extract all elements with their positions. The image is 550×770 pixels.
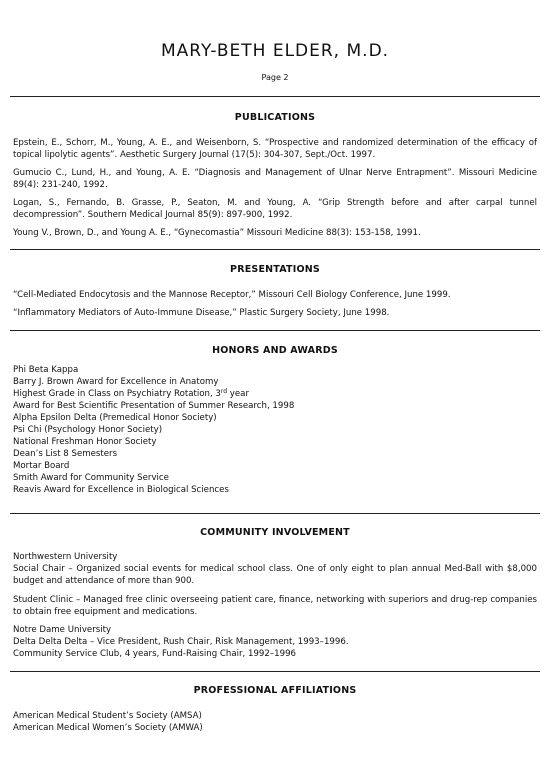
divider [10,96,540,97]
community-item: Delta Delta Delta – Vice President, Rush Chair, Risk Management, 1993–1996. [13,637,349,647]
community-heading: COMMUNITY INVOLVEMENT [200,527,350,538]
divider [10,671,540,672]
publication-item: Epstein, E., Schorr, M., Young, A. E., and Weisenborn, S. “Prospective and randomized determination of the efficacy of topical lipolytic agents”. Aesthetic Surgery Journal (17(5): 304-307, Sept./Oct. 1997. [13,138,537,160]
divider [10,513,540,514]
honors-heading: HONORS AND AWARDS [212,345,338,356]
honor-item [13,388,537,400]
honor-item: Psi Chi (Psychology Honor Society) [13,425,163,435]
honors-list [13,364,537,496]
honor-item: Reavis Award for Excellence in Biological Sciences [13,485,229,495]
honor-text: Highest Grade in Class on Psychiatry Rotation, 3 [13,389,221,399]
presentation-item: “Inflammatory Mediators of Auto-Immune Disease,” Plastic Surgery Society, June 1998. [13,308,390,318]
candidate-name: MARY-BETH ELDER, M.D. [160,41,390,61]
honor-item: National Freshman Honor Society [13,437,157,447]
affiliation-item: American Medical Women’s Society (AMWA) [13,723,203,733]
honor-item: Dean’s List 8 Semesters [13,449,118,459]
publications-heading: PUBLICATIONS [234,112,316,123]
divider [10,330,540,331]
presentations-heading: PRESENTATIONS [230,264,320,275]
publication-item: Young V., Brown, D., and Young A. E., “Gynecomastia” Missouri Medicine 88(3): 153-158, 1991. [13,228,421,238]
affiliation-item: American Medical Student’s Society (AMSA) [13,711,202,721]
honor-item: Award for Best Scientific Presentation of Summer Research, 1998 [13,401,295,411]
community-org: Northwestern University [13,552,118,562]
community-item: Student Clinic – Managed free clinic overseeing patient care, finance, networking with superiors and drug-rep companies to obtain free equipment and medications. [13,595,537,617]
divider [10,249,540,250]
honor-item: Smith Award for Community Service [13,473,169,483]
page-number: Page 2 [261,73,289,82]
honor-item: Phi Beta Kappa [13,365,79,375]
community-item: Social Chair – Organized social events for medical school class. One of only eight to plan annual Med-Ball with $8,000 budget and attendance of more than 900. [13,564,537,586]
honor-item: Mortar Board [13,461,70,471]
publication-item: Gumucio C., Lund, H., and Young, A. E. “Diagnosis and Management of Ulnar Nerve Entrapment”. Missouri Medicine 89(4): 231-240, 1992. [13,168,537,190]
honor-item: Alpha Epsilon Delta (Premedical Honor Society) [13,413,217,423]
ordinal-suffix: rd [220,388,228,395]
community-org: Notre Dame University [13,625,112,635]
presentation-item: “Cell-Mediated Endocytosis and the Mannose Receptor,” Missouri Cell Biology Conference, June 1999. [13,290,451,300]
honor-text-tail: year [227,389,249,399]
honor-item: Barry J. Brown Award for Excellence in Anatomy [13,377,219,387]
community-item: Community Service Club, 4 years, Fund-Raising Chair, 1992–1996 [13,649,297,659]
publication-item: Logan, S., Fernando, B. Grasse, P., Seaton, M. and Young, A. “Grip Strength before and after carpal tunnel decompression”. Southern Medical Journal 85(9): 897-900, 1992. [13,198,537,220]
affiliations-heading: PROFESSIONAL AFFILIATIONS [193,685,357,696]
